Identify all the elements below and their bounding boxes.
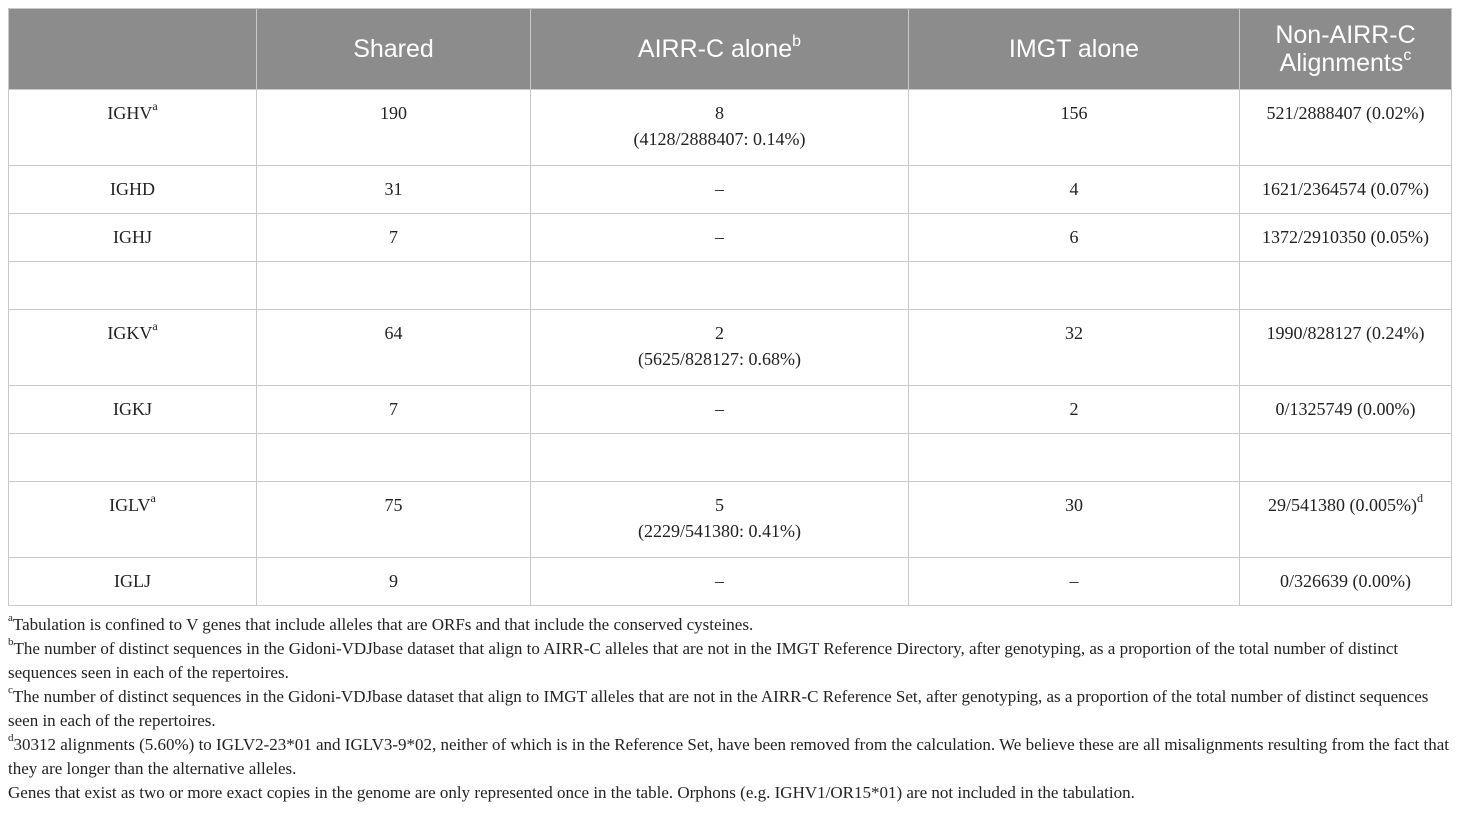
airr-c-alone-value: 2 [715, 323, 724, 343]
table-row [9, 386, 1452, 434]
footnote [8, 781, 1453, 805]
imgt-alone-value: 156 [1060, 103, 1088, 123]
shared-cell [257, 482, 531, 558]
footnote-marker: d [8, 732, 14, 745]
shared-cell [257, 310, 531, 386]
non-airr-c-alignments-value: 1621/2364574 (0.07%) [1262, 179, 1429, 199]
header-gene [9, 9, 257, 90]
results-table [8, 8, 1452, 606]
header-airr-c-alone: AIRR-C alone$^b$ [531, 9, 909, 90]
shared-value: 64 [384, 323, 403, 343]
table-row [9, 214, 1452, 262]
non-airr-c-alignments-cell [1240, 262, 1452, 310]
table-row [9, 90, 1452, 166]
table-footnotes [8, 613, 1453, 805]
footnote [8, 733, 1453, 781]
shared-value: 31 [384, 179, 403, 199]
imgt-alone-cell [909, 434, 1240, 482]
non-airr-c-alignments-value: 0/326639 (0.00%) [1280, 571, 1411, 591]
shared-cell [257, 214, 531, 262]
gene-value: IGHV [107, 103, 153, 123]
shared-cell [257, 166, 531, 214]
airr-c-alone-value: – [715, 399, 724, 419]
airr-c-alone-value: (5625/828127: 0.68%) [638, 349, 801, 369]
non-airr-c-alignments-cell [1240, 386, 1452, 434]
imgt-alone-value: 4 [1069, 179, 1079, 199]
shared-cell [257, 386, 531, 434]
non-airr-c-alignments-value: 1372/2910350 (0.05%) [1262, 227, 1429, 247]
non-airr-c-alignments-value: 29/541380 (0.005%) [1268, 495, 1417, 515]
shared-value: 9 [389, 571, 398, 591]
footnote-marker: a [8, 612, 13, 625]
imgt-alone-value: 6 [1069, 227, 1079, 247]
header-imgt-alone: IMGT alone [909, 9, 1240, 90]
footnote-text: Tabulation is confined to V genes that include alleles that are ORFs and that include the conserved cysteines. [12, 615, 754, 634]
footnote-text: The number of distinct sequences in the Gidoni-VDJbase dataset that align to IMGT alleles that are not in the AIRR-C Reference Set, after genotyping, as a proportion of the total number of distinct sequences seen in each of the repertoires. [8, 687, 1429, 730]
results-table-container [8, 8, 1451, 606]
airr-c-alone-cell [531, 214, 909, 262]
gene-value: IGLJ [114, 571, 151, 591]
header-non-airr-c-alignments: Non-AIRR-C Alignments$^c$ [1240, 9, 1452, 90]
footnote-marker: a [152, 99, 158, 113]
gene-value: IGKV [107, 323, 153, 343]
shared-value: 7 [389, 399, 398, 419]
table-row [9, 262, 1452, 310]
table-row [9, 434, 1452, 482]
footnote-text: 30312 alignments (5.60%) to IGLV2-23*01 and IGLV3-9*02, neither of which is in the Reference Set, have been removed from the calculation. We believe these are all misalignments resulting from the fact that they are longer than the alternative alleles. [8, 735, 1450, 778]
airr-c-alone-value: (4128/2888407: 0.14%) [633, 129, 806, 149]
table-row [9, 166, 1452, 214]
footnote [8, 637, 1453, 685]
footnote [8, 613, 1453, 637]
non-airr-c-alignments-cell [1240, 434, 1452, 482]
imgt-alone-value: – [1069, 571, 1079, 591]
non-airr-c-alignments-value: 1990/828127 (0.24%) [1266, 323, 1425, 343]
imgt-alone-value: 32 [1065, 323, 1083, 343]
non-airr-c-alignments-cell [1240, 310, 1452, 386]
gene-cell [9, 166, 257, 214]
imgt-alone-cell [909, 90, 1240, 166]
imgt-alone-value: 2 [1069, 399, 1079, 419]
non-airr-c-alignments-cell [1240, 90, 1452, 166]
non-airr-c-alignments-cell [1240, 558, 1452, 606]
airr-c-alone-cell [531, 166, 909, 214]
gene-value: IGLV [109, 495, 151, 515]
shared-value: 190 [380, 103, 407, 123]
gene-value: IGKJ [113, 399, 152, 419]
gene-value: IGHD [110, 179, 155, 199]
airr-c-alone-cell [531, 262, 909, 310]
table-row [9, 558, 1452, 606]
footnote-marker: a [152, 319, 158, 333]
airr-c-alone-cell [531, 310, 909, 386]
non-airr-c-alignments-cell [1240, 482, 1452, 558]
airr-c-alone-value: – [715, 179, 724, 199]
imgt-alone-cell [909, 386, 1240, 434]
non-airr-c-alignments-cell [1240, 214, 1452, 262]
gene-cell [9, 90, 257, 166]
gene-cell [9, 434, 257, 482]
shared-value: 75 [384, 495, 403, 515]
shared-cell [257, 262, 531, 310]
imgt-alone-cell [909, 262, 1240, 310]
airr-c-alone-cell [531, 90, 909, 166]
imgt-alone-cell [909, 310, 1240, 386]
shared-value: 7 [389, 227, 398, 247]
airr-c-alone-cell [531, 558, 909, 606]
non-airr-c-alignments-value: 0/1325749 (0.00%) [1275, 399, 1416, 419]
footnote [8, 685, 1453, 733]
non-airr-c-alignments-value: 521/2888407 (0.02%) [1266, 103, 1425, 123]
footnote-marker: b [8, 636, 14, 649]
airr-c-alone-value: – [715, 571, 724, 591]
shared-cell [257, 558, 531, 606]
footnote-text: Genes that exist as two or more exact copies in the genome are only represented once in the table. Orphons (e.g. IGHV1/OR15*01) are not included in the tabulation. [8, 783, 1135, 802]
table-body [9, 90, 1452, 606]
imgt-alone-cell [909, 558, 1240, 606]
footnote-text: The number of distinct sequences in the Gidoni-VDJbase dataset that align to AIRR-C alleles that are not in the IMGT Reference Directory, after genotyping, as a proportion of the total number of distinct sequences seen in each of the repertoires. [8, 639, 1399, 682]
shared-cell [257, 434, 531, 482]
gene-cell [9, 262, 257, 310]
table-row [9, 482, 1452, 558]
header-shared: Shared [257, 9, 531, 90]
airr-c-alone-cell [531, 434, 909, 482]
airr-c-alone-value: 8 [715, 103, 724, 123]
gene-cell [9, 558, 257, 606]
airr-c-alone-cell [531, 482, 909, 558]
gene-cell [9, 214, 257, 262]
imgt-alone-cell [909, 166, 1240, 214]
airr-c-alone-cell [531, 386, 909, 434]
footnote-marker: a [150, 491, 156, 505]
imgt-alone-value: 30 [1065, 495, 1083, 515]
airr-c-alone-value: 5 [715, 495, 724, 515]
gene-cell [9, 310, 257, 386]
imgt-alone-cell [909, 214, 1240, 262]
imgt-alone-cell [909, 482, 1240, 558]
footnote-marker: c [8, 684, 13, 697]
gene-cell [9, 386, 257, 434]
airr-c-alone-value: – [715, 227, 724, 247]
gene-value: IGHJ [113, 227, 152, 247]
shared-cell [257, 90, 531, 166]
gene-cell [9, 482, 257, 558]
table-header-row [9, 9, 1452, 90]
non-airr-c-alignments-cell [1240, 166, 1452, 214]
footnote-marker: d [1416, 491, 1423, 505]
table-row [9, 310, 1452, 386]
airr-c-alone-value: (2229/541380: 0.41%) [638, 521, 801, 541]
